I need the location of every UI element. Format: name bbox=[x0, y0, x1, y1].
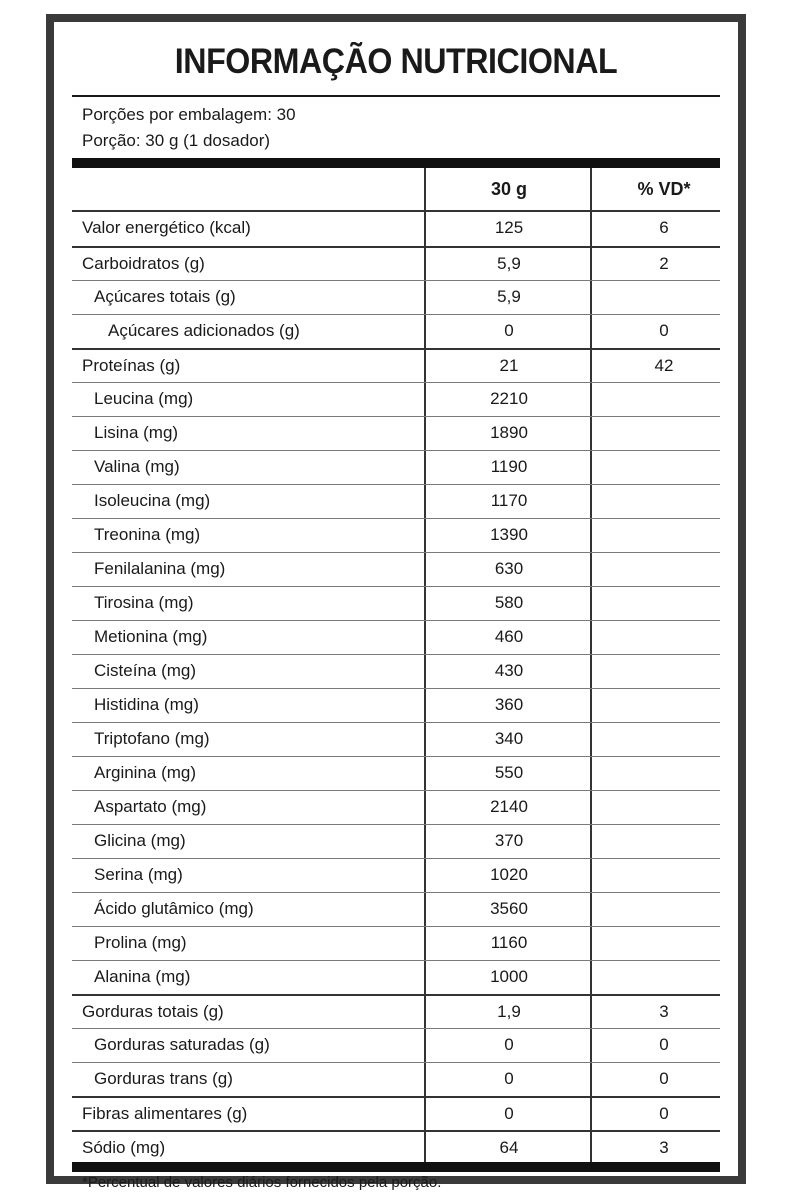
table-row bbox=[72, 620, 720, 654]
nutrient-amount: 550 bbox=[494, 763, 524, 782]
nutrition-label bbox=[46, 14, 746, 1191]
nutrient-amount: 1890 bbox=[490, 423, 528, 442]
nutrient-name: Gorduras saturadas (g) bbox=[94, 1035, 270, 1054]
table-row bbox=[72, 348, 720, 382]
table-row bbox=[72, 722, 720, 756]
table-row bbox=[72, 1062, 720, 1096]
nutrient-daily-value: 6 bbox=[659, 218, 669, 237]
nutrient-name: Sódio (mg) bbox=[82, 1138, 166, 1157]
nutrient-name: Fibras alimentares (g) bbox=[82, 1104, 248, 1123]
nutrient-name: Isoleucina (mg) bbox=[94, 491, 211, 510]
nutrient-name: Tirosina (mg) bbox=[94, 593, 194, 612]
table-row bbox=[72, 212, 720, 246]
nutrient-name: Valina (mg) bbox=[94, 457, 180, 476]
nutrient-amount: 0 bbox=[504, 1104, 514, 1123]
nutrient-daily-value: 0 bbox=[659, 321, 669, 340]
table-row bbox=[72, 892, 720, 926]
table-row bbox=[72, 314, 720, 348]
nutrient-name: Gorduras trans (g) bbox=[94, 1069, 233, 1088]
nutrient-amount: 2210 bbox=[490, 389, 528, 408]
nutrient-amount: 1190 bbox=[490, 457, 528, 476]
nutrient-name: Glicina (mg) bbox=[94, 831, 186, 850]
nutrient-amount: 0 bbox=[504, 1035, 514, 1054]
amount-column-header: 30 g bbox=[490, 179, 528, 199]
nutrient-name: Serina (mg) bbox=[94, 865, 183, 884]
table-row bbox=[72, 484, 720, 518]
nutrient-amount: 1020 bbox=[490, 865, 528, 884]
title-divider bbox=[72, 95, 720, 97]
nutrient-amount: 1160 bbox=[490, 933, 528, 952]
table-row bbox=[72, 688, 720, 722]
nutrient-amount: 21 bbox=[499, 356, 519, 375]
table-row bbox=[72, 994, 720, 1028]
nutrient-amount: 360 bbox=[494, 695, 524, 714]
nutrient-name: Carboidratos (g) bbox=[82, 254, 205, 273]
nutrient-name: Fenilalanina (mg) bbox=[94, 559, 226, 578]
nutrient-name: Prolina (mg) bbox=[94, 933, 187, 952]
nutrient-name: Ácido glutâmico (mg) bbox=[94, 899, 254, 918]
nutrient-name: Lisina (mg) bbox=[94, 423, 179, 442]
nutrient-amount: 125 bbox=[494, 218, 524, 237]
bottom-thick-divider bbox=[72, 1162, 720, 1172]
nutrient-amount: 370 bbox=[494, 831, 524, 850]
nutrient-daily-value: 0 bbox=[659, 1035, 669, 1054]
table-row bbox=[72, 756, 720, 790]
table-row bbox=[72, 450, 720, 484]
table-header bbox=[72, 168, 720, 212]
servings-per-package: Porções por embalagem: 30 bbox=[82, 105, 296, 124]
nutrient-name: Leucina (mg) bbox=[94, 389, 194, 408]
table-row bbox=[72, 280, 720, 314]
nutrient-name: Metionina (mg) bbox=[94, 627, 208, 646]
nutrient-amount: 1000 bbox=[490, 967, 528, 986]
table-row bbox=[72, 1130, 720, 1164]
nutrient-amount: 2140 bbox=[490, 797, 528, 816]
nutrient-name: Alanina (mg) bbox=[94, 967, 191, 986]
table-row bbox=[72, 926, 720, 960]
table-row bbox=[72, 416, 720, 450]
nutrient-amount: 460 bbox=[494, 627, 524, 646]
nutrient-daily-value: 3 bbox=[659, 1138, 669, 1157]
nutrient-name: Triptofano (mg) bbox=[94, 729, 210, 748]
table-row bbox=[72, 518, 720, 552]
label-title: INFORMAÇÃO NUTRICIONAL bbox=[174, 42, 618, 81]
table-row bbox=[72, 1096, 720, 1130]
table-row bbox=[72, 246, 720, 280]
daily-value-column-header: % VD* bbox=[637, 179, 691, 199]
nutrient-name: Valor energético (kcal) bbox=[82, 218, 251, 237]
nutrient-amount: 630 bbox=[494, 559, 524, 578]
nutrient-daily-value: 42 bbox=[654, 356, 674, 375]
table-row bbox=[72, 552, 720, 586]
nutrient-amount: 430 bbox=[494, 661, 524, 680]
table-row bbox=[72, 960, 720, 994]
nutrient-amount: 1,9 bbox=[497, 1002, 521, 1021]
table-row bbox=[72, 790, 720, 824]
top-thick-divider bbox=[72, 158, 720, 168]
nutrient-amount: 5,9 bbox=[497, 287, 521, 306]
nutrient-amount: 5,9 bbox=[497, 254, 521, 273]
nutrient-name: Cisteína (mg) bbox=[94, 661, 197, 680]
nutrient-name: Gorduras totais (g) bbox=[82, 1002, 224, 1021]
table-row bbox=[72, 382, 720, 416]
nutrient-name: Proteínas (g) bbox=[82, 356, 181, 375]
serving-size: Porção: 30 g (1 dosador) bbox=[82, 131, 271, 150]
nutrient-amount: 1170 bbox=[490, 491, 528, 510]
nutrient-amount: 0 bbox=[504, 321, 514, 340]
nutrient-amount: 580 bbox=[494, 593, 524, 612]
nutrient-table bbox=[72, 212, 720, 1164]
nutrient-name: Aspartato (mg) bbox=[94, 797, 207, 816]
nutrient-daily-value: 0 bbox=[659, 1104, 669, 1123]
nutrient-name: Treonina (mg) bbox=[94, 525, 201, 544]
nutrient-amount: 0 bbox=[504, 1069, 514, 1088]
table-row bbox=[72, 586, 720, 620]
table-row bbox=[72, 1028, 720, 1062]
nutrient-daily-value: 3 bbox=[659, 1002, 669, 1021]
footnote: *Percentual de valores diários fornecidos pela porção. bbox=[82, 1174, 442, 1191]
nutrient-daily-value: 2 bbox=[659, 254, 669, 273]
table-row bbox=[72, 858, 720, 892]
nutrient-name: Açúcares totais (g) bbox=[94, 287, 236, 306]
nutrient-name: Histidina (mg) bbox=[94, 695, 199, 714]
table-row bbox=[72, 824, 720, 858]
table-row bbox=[72, 654, 720, 688]
nutrient-name: Arginina (mg) bbox=[94, 763, 197, 782]
nutrient-amount: 1390 bbox=[490, 525, 528, 544]
nutrient-amount: 340 bbox=[494, 729, 524, 748]
nutrient-amount: 64 bbox=[499, 1138, 519, 1157]
nutrient-daily-value: 0 bbox=[659, 1069, 669, 1088]
nutrient-name: Açúcares adicionados (g) bbox=[108, 321, 300, 340]
nutrient-amount: 3560 bbox=[490, 899, 528, 918]
